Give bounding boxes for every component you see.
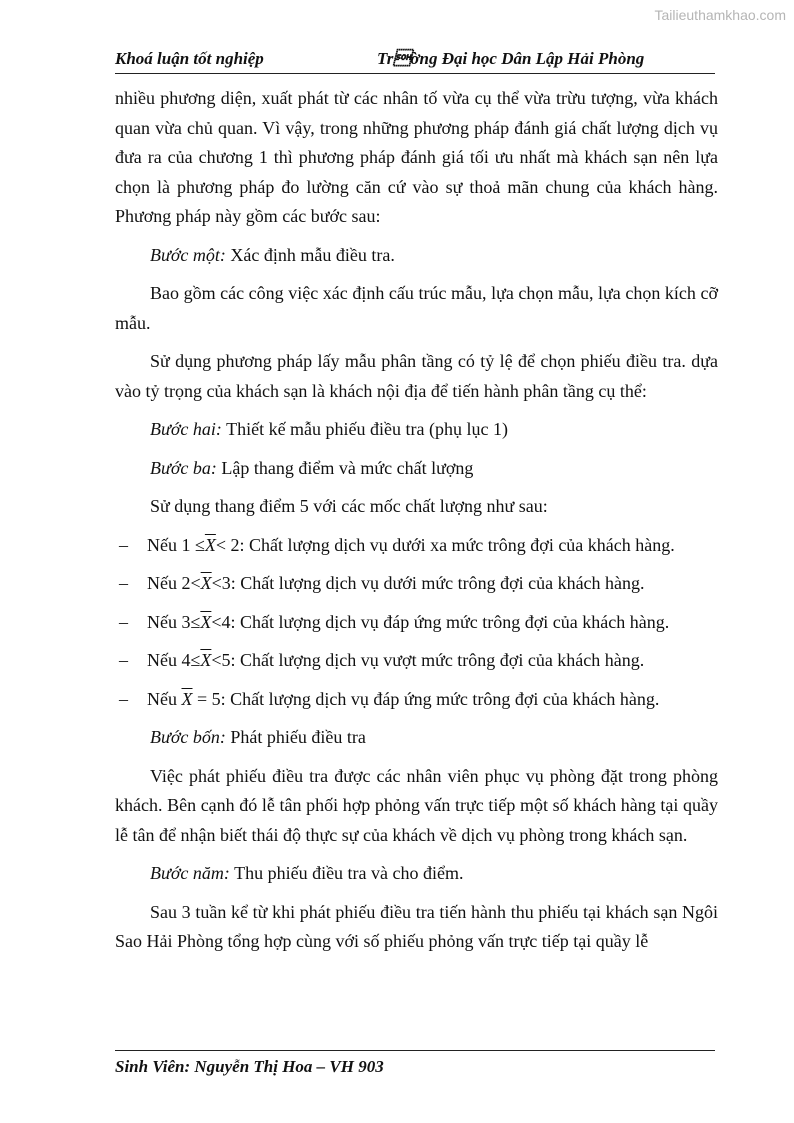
footer-student-name: Sinh Viên: Nguyễn Thị Hoa – VH 903 — [115, 1057, 384, 1076]
condition-text: <5: Chất lượng dịch vụ vượt mức trông đợi của khách hàng. — [211, 650, 645, 670]
list-item — [115, 531, 718, 561]
watermark: Tailieuthamkhao.com — [654, 7, 786, 23]
step-label: Bước bốn: — [150, 727, 226, 747]
step-five — [115, 859, 718, 889]
page-footer — [115, 1050, 715, 1077]
condition-text: <4: Chất lượng dịch vụ đáp ứng mức trông đợi của khách hàng. — [211, 611, 670, 632]
header-thesis-title: Khoá luận tốt nghiệp — [115, 49, 264, 68]
list-item — [115, 569, 718, 599]
paragraph: Sau 3 tuần kể từ khi phát phiếu điều tra tiến hành thu phiếu tại khách sạn Ngôi Sao Hải Phòng tổng hợp cùng với số phiếu phỏng vấn trực tiếp tại quầy lễ — [115, 901, 718, 951]
step-text: Phát phiếu điều tra — [225, 727, 366, 747]
mean-symbol: $\overline{X}$ — [204, 534, 216, 555]
condition-prefix: Nếu 4≤ — [147, 650, 201, 670]
condition-prefix: Nếu 3≤ — [147, 611, 201, 632]
paragraph: nhiều phương diện, xuất phát từ các nhân tố vừa cụ thể vừa trừu tượng, vừa khách quan vừa chủ quan. Vì vậy, trong những phương pháp đánh giá chất lượng dịch vụ đưa ra của chương 1 thì phương pháp đánh giá tối ưu nhất mà khách sạn nên lựa chọn là phương pháp đo lường căn cứ vào sự thoả mãn chung của khách hàng. Phương pháp này gồm các bước sau: — [115, 88, 718, 226]
dash-marker: – — [119, 650, 128, 670]
condition-text: = 5: Chất lượng dịch vụ đáp ứng mức trông đợi của khách hàng. — [192, 688, 660, 709]
step-three — [115, 454, 718, 484]
page-body — [115, 84, 718, 957]
list-item — [115, 685, 718, 715]
step-label: Bước ba: — [150, 457, 217, 478]
quality-scale-list — [115, 531, 718, 715]
condition-prefix: Nếu 2< — [147, 573, 201, 593]
step-text: Thiết kế mẫu phiếu điều tra (phụ lục 1) — [221, 419, 508, 439]
step-one — [115, 241, 718, 271]
paragraph: Bao gồm các công việc xác định cấu trúc mẫu, lựa chọn mẫu, lựa chọn kích cỡ mẫu. — [115, 283, 718, 333]
step-text: Thu phiếu điều tra và cho điểm. — [229, 863, 464, 883]
step-two — [115, 415, 718, 445]
condition-prefix: Nếu — [147, 688, 182, 709]
condition-text: <3: Chất lượng dịch vụ dưới mức trông đợi của khách hàng. — [211, 573, 645, 593]
dash-marker: – — [119, 611, 128, 632]
condition-text: < 2: Chất lượng dịch vụ dưới xa mức trông đợi của khách hàng. — [215, 534, 675, 555]
step-label: Bước một: — [150, 244, 226, 265]
paragraph: Sử dụng phương pháp lấy mẫu phân tầng có tỷ lệ để chọn phiếu điều tra. dựa vào tỷ trọng của khách sạn là khách nội địa để tiến hành phân tầng cụ thể: — [115, 351, 718, 401]
mean-symbol: $\overline{X}$ — [200, 650, 212, 670]
list-item — [115, 608, 718, 638]
dash-marker: – — [119, 688, 128, 709]
list-item — [115, 646, 718, 676]
mean-symbol: $\overline{X}$ — [200, 573, 212, 593]
mean-symbol: $\overline{X}$ — [200, 611, 212, 632]
mean-symbol: $\overline{X}$ — [181, 688, 193, 709]
step-label: Bước hai: — [150, 419, 222, 439]
dash-marker: – — [119, 573, 128, 593]
header-university: Trờng Đại học Dân Lập Hải Phòng — [377, 49, 645, 68]
step-four — [115, 723, 718, 753]
step-text: Xác định mẫu điều tra. — [225, 244, 395, 265]
condition-prefix: Nếu 1 ≤ — [147, 534, 205, 555]
dash-marker: – — [119, 534, 128, 555]
step-text: Lập thang điểm và mức chất lượng — [216, 457, 474, 478]
step-label: Bước năm: — [150, 863, 230, 883]
paragraph: Sử dụng thang điểm 5 với các mốc chất lượng như sau: — [150, 496, 548, 516]
paragraph: Việc phát phiếu điều tra được các nhân viên phục vụ phòng đặt trong phòng khách. Bên cạnh đó lễ tân phối hợp phỏng vấn trực tiếp một số khách hàng tại quầy lễ tân để nhận biết thái độ thực sự của khách về dịch vụ phòng trong khách sạn. — [115, 765, 718, 845]
page-header — [115, 49, 715, 74]
